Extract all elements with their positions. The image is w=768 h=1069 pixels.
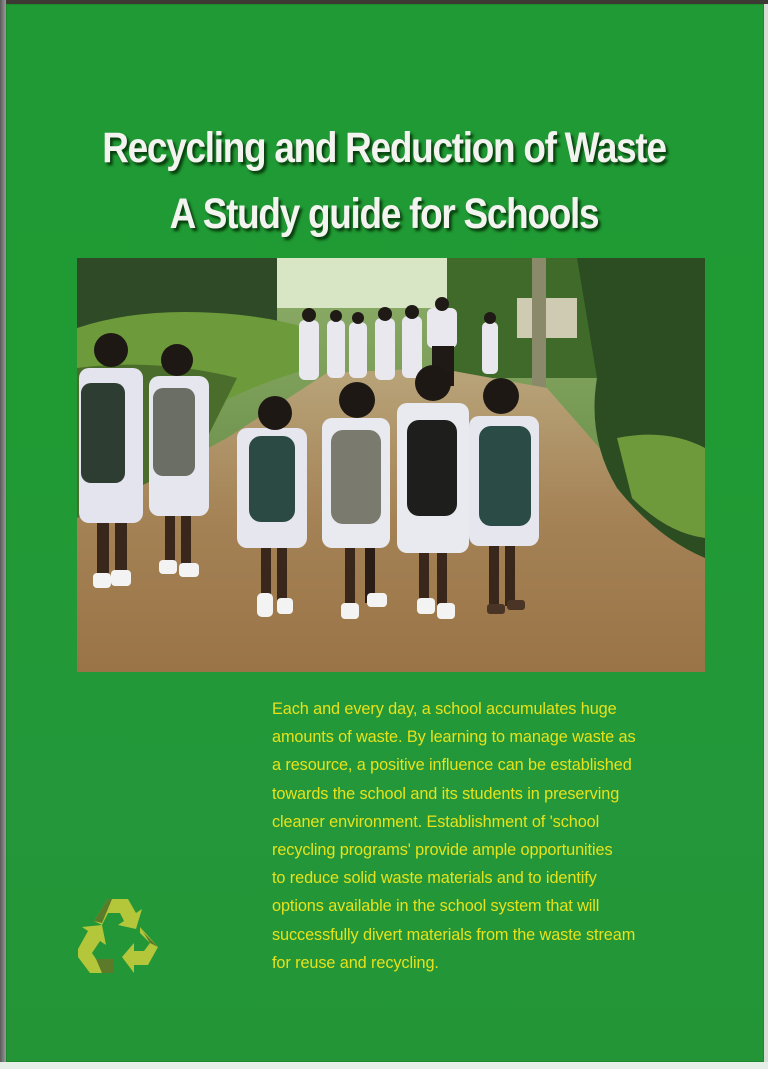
cover-title: Recycling and Reduction of Waste [102,124,666,172]
scan-edge-bottom [0,1062,768,1069]
blurb-line: amounts of waste. By learning to manage waste as [272,728,636,747]
blurb-line: cleaner environment. Establishment of 'school [272,812,600,831]
cover-photo-schoolgirls [77,258,705,672]
cover-subtitle: A Study guide for Schools [169,190,599,238]
blurb-line: recycling programs' provide ample opportunities [272,841,613,860]
recycle-icon [74,893,162,977]
cover-blurb [272,695,722,977]
blurb-line: options available in the school system that will [272,897,600,916]
blurb-line: towards the school and its students in preserving [272,784,620,803]
blurb-line: to reduce solid waste materials and to identify [272,869,597,888]
blurb-line: for reuse and recycling. [272,953,439,972]
blurb-line: a resource, a positive influence can be established [272,756,632,775]
blurb-line: successfully divert materials from the waste stream [272,925,636,944]
blurb-line: Each and every day, a school accumulates huge [272,700,617,718]
